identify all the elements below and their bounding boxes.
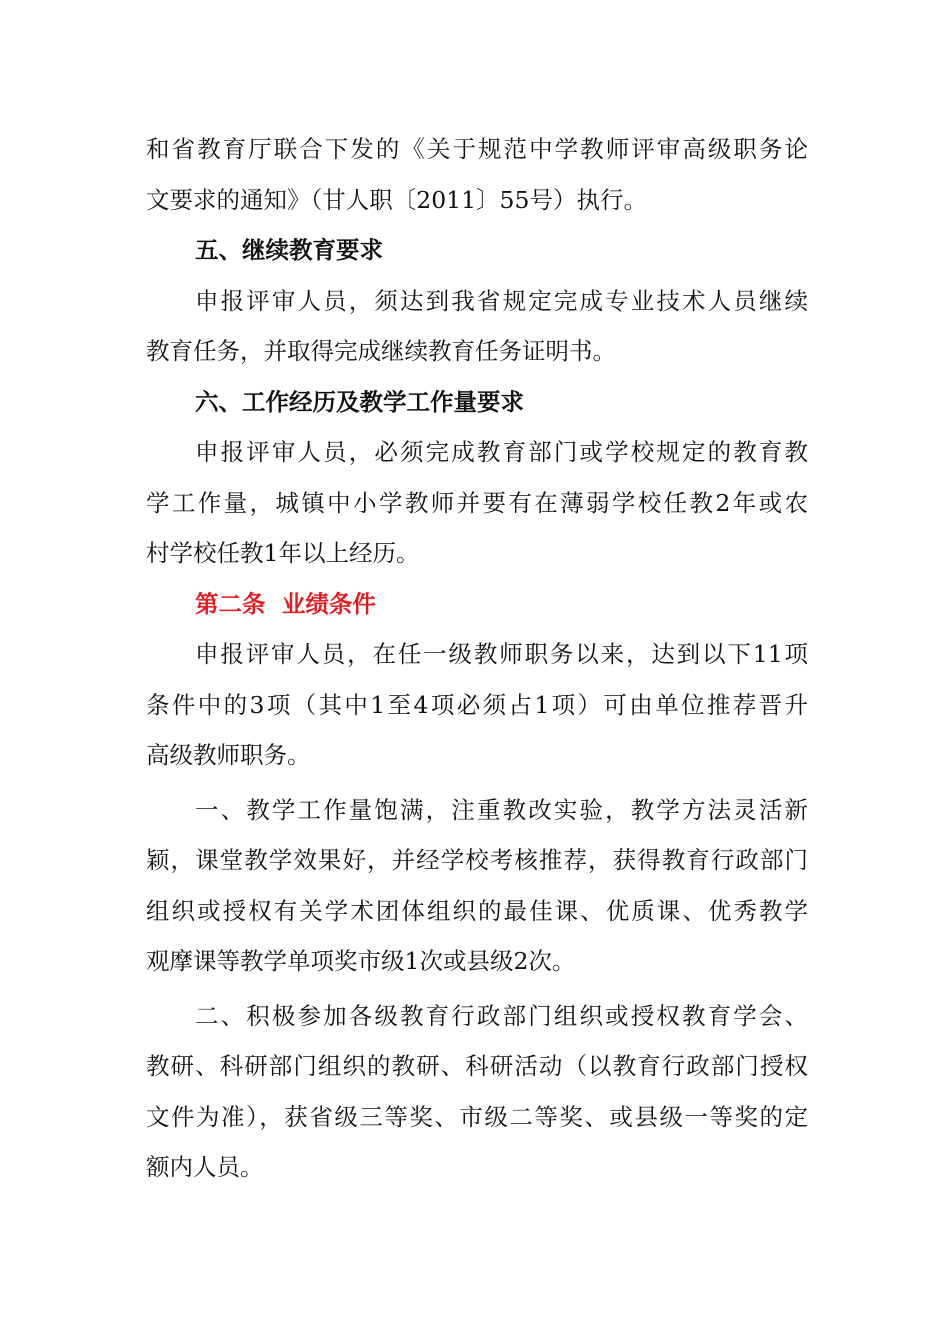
body-text-line: 和省教育厅联合下发的《关于规范中学教师评审高级职务论 [146,135,808,163]
body-text-line: 组织或授权有关学术团体组织的最佳课、优质课、优秀教学 [146,896,808,925]
section-heading: 六、工作经历及教学工作量要求 [195,387,524,416]
body-text-line: 教育任务，并取得完成继续教育任务证明书。 [146,337,616,365]
body-text-line: 二、积极参加各级教育行政部门组织或授权教育学会、 [195,1001,808,1030]
body-text-line: 一、教学工作量饱满，注重教改实验，教学方法灵活新 [195,795,808,824]
section-heading: 五、继续教育要求 [195,236,383,264]
body-text-line: 高级教师职务。 [146,741,311,769]
body-text-line: 村学校任教1年以上经历。 [146,539,420,567]
body-text-line: 条件中的3项（其中1至4项必须占1项）可由单位推荐晋升 [146,690,808,719]
body-text-line: 文件为准），获省级三等奖、市级二等奖、或县级一等奖的定 [146,1102,808,1131]
body-text-line: 观摩课等教学单项奖市级1次或县级2次。 [146,947,576,975]
document-page [146,124,808,1193]
body-text-line: 申报评审人员，在任一级教师职务以来，达到以下11项 [195,640,808,668]
body-text-line: 学工作量，城镇中小学教师并要有在薄弱学校任教2年或农 [146,488,808,517]
article-heading: 第二条 业绩条件 [195,589,376,618]
body-text-line: 颖，课堂教学效果好，并经学校考核推荐，获得教育行政部门 [146,846,808,874]
body-text-line: 申报评审人员，须达到我省规定完成专业技术人员继续 [195,286,808,315]
body-text-line: 额内人员。 [146,1153,264,1181]
body-text-line: 教研、科研部门组织的教研、科研活动（以教育行政部门授权 [146,1052,808,1080]
body-text-line: 申报评审人员，必须完成教育部门或学校规定的教育教 [195,438,808,466]
body-text-line: 文要求的通知》（甘人职〔2011〕55号）执行。 [146,185,647,214]
